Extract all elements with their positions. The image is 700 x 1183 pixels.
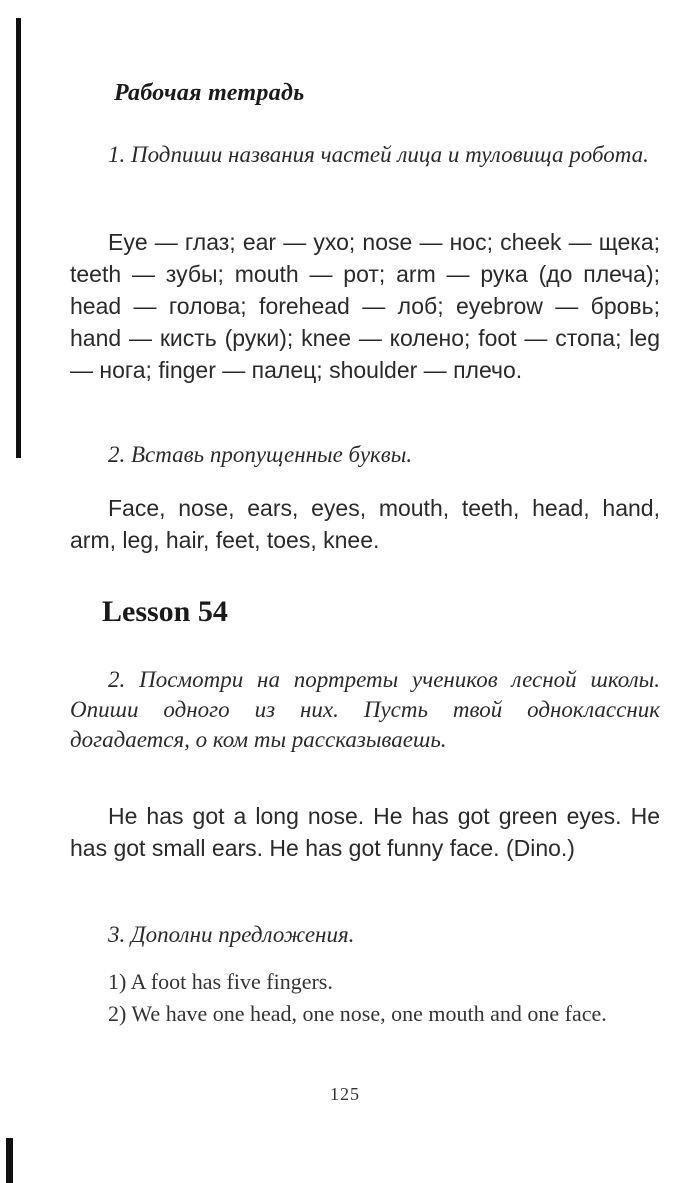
task1-prompt: 1. Подпиши названия частей лица и туловища робота.	[108, 142, 649, 167]
binding-edge-bar	[16, 18, 21, 458]
workbook-heading: Рабочая тетрадь	[114, 80, 305, 106]
answer-line: 1) A foot has five fingers.	[108, 969, 333, 994]
task2-answer: Face, nose, ears, eyes, mouth, teeth, head, hand, arm, leg, hair, feet, toes, knee.	[70, 495, 660, 553]
answer-line: 2) We have one head, one nose, one mouth and one face.	[108, 1001, 607, 1026]
task1-answer: Eye — глаз; ear — ухо; nose — нос; cheek — щека; teeth — зубы; mouth — рот; arm — рука (до плеча); head — голова; forehead — лоб; eyebrow — бровь; hand — кисть (руки); knee — колено; foot — стопа; leg — нога; finger — палец; shoulder — плечо.	[70, 229, 660, 383]
page-number: 125	[330, 1084, 360, 1104]
lesson-task2-answer: He has got a long nose. He has got green eyes. He has got small ears. He has got funny face. (Dino.)	[70, 803, 660, 861]
lesson-task3-prompt: 3. Дополни предложения.	[108, 922, 355, 947]
lesson-task2-prompt: 2. Посмотри на портреты учеников лесной школы. Опиши одного из них. Пусть твой одноклассник догадается, о ком ты рассказываешь.	[70, 667, 660, 752]
binding-edge-mark	[6, 1138, 13, 1183]
task2-prompt: 2. Вставь пропущенные буквы.	[108, 442, 413, 467]
lesson-task3-answers	[70, 966, 660, 1030]
lesson-title: Lesson 54	[102, 595, 228, 628]
